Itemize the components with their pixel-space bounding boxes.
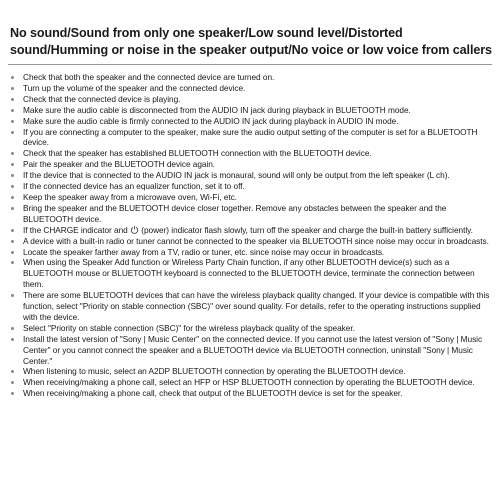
list-item-text: Pair the speaker and the BLUETOOTH device again. <box>23 159 216 170</box>
list-item-text: Select "Priority on stable connection (SBC)" for the wireless playback quality of the speaker. <box>23 322 355 333</box>
list-item <box>0 148 500 159</box>
bullet-icon <box>11 120 14 123</box>
list-item <box>0 366 500 377</box>
list-item <box>0 127 500 149</box>
bullet-icon <box>11 174 14 177</box>
list-item-text: If the device that is connected to the AUDIO IN jack is monaural, sound will only be output from the left speaker (L ch). <box>23 170 450 181</box>
list-item-text: Check that both the speaker and the connected device are turned on. <box>23 72 275 82</box>
bullet-icon <box>11 98 14 101</box>
bullet-icon <box>11 196 14 199</box>
bullet-icon <box>11 152 14 155</box>
list-item <box>0 247 500 258</box>
list-item <box>0 323 500 334</box>
list-item <box>0 170 500 181</box>
list-item <box>0 181 500 192</box>
bullet-icon <box>11 163 14 166</box>
list-item-text: Install the latest version of "Sony | Music Center" on the connected device. If you cannot use the latest version of "Sony | Music Center" or you cannot connect the speaker and a BLUETOOTH device via BLUETOOTH connection, uninstall "Sony | Music Center." <box>23 333 483 366</box>
bullet-icon <box>11 261 14 264</box>
list-item-text: Locate the speaker farther away from a TV, radio or tuner, etc. since noise may occur in broadcasts. <box>23 246 385 257</box>
list-item-text: When listening to music, select an A2DP BLUETOOTH connection by operating the BLUETOOTH device. <box>23 366 406 377</box>
list-item-text: When receiving/making a phone call, check that output of the BLUETOOTH device is set for the speaker. <box>23 388 403 399</box>
list-item <box>0 225 500 236</box>
list-item <box>0 83 500 94</box>
list-item-text: A device with a built-in radio or tuner cannot be connected to the speaker via BLUETOOTH since noise may occur in broadcasts. <box>23 235 489 246</box>
bullet-icon <box>11 109 14 112</box>
bullet-icon <box>11 381 14 384</box>
list-item-text: Make sure the audio cable is firmly connected to the AUDIO IN jack during playback in AUDIO IN mode. <box>23 115 399 126</box>
list-item <box>0 377 500 388</box>
list-item <box>0 203 500 225</box>
bullet-icon <box>11 207 14 210</box>
bullet-icon <box>11 392 14 395</box>
list-item-text: Make sure the audio cable is disconnected from the AUDIO IN jack during playback in BLUETOOTH mode. <box>23 104 411 115</box>
list-item-text: If the CHARGE indicator and <box>23 224 128 235</box>
list-item-text: When receiving/making a phone call, select an HFP or HSP BLUETOOTH connection by operating the BLUETOOTH device. <box>23 377 475 388</box>
list-item-text: Keep the speaker away from a microwave oven, Wi-Fi, etc. <box>23 191 237 202</box>
bullet-icon <box>11 131 14 134</box>
list-item-text: If the connected device has an equalizer function, set it to off. <box>23 181 245 192</box>
list-item-text: If you are connecting a computer to the speaker, make sure the audio output setting of the computer is set for a BLUETOOTH device. <box>23 126 478 148</box>
bullet-icon <box>11 240 14 243</box>
bullet-icon <box>11 370 14 373</box>
list-item-text: Check that the connected device is playing. <box>23 93 181 104</box>
bullet-icon <box>11 251 14 254</box>
list-item-text: There are some BLUETOOTH devices that can have the wireless playback quality changed. If your device is compatible with this function, select "Priority on stable connection (SBC)" over sound quality. For details, refer to the operating instructions supplied with the device. <box>23 290 490 322</box>
list-item <box>0 192 500 203</box>
list-item <box>0 72 500 83</box>
list-item <box>0 105 500 116</box>
list-item <box>0 334 500 367</box>
list-item <box>0 236 500 247</box>
bullet-icon <box>11 327 14 330</box>
list-item-text: Turn up the volume of the speaker and the connected device. <box>23 82 246 93</box>
list-item <box>0 257 500 290</box>
list-item <box>0 94 500 105</box>
page-title: No sound/Sound from only one speaker/Low sound level/Distorted sound/Humming or noise in the speaker output/No voice or low voice from callers <box>10 26 492 57</box>
bullet-icon <box>11 87 14 90</box>
bullet-icon <box>11 338 14 341</box>
list-item-text: When using the Speaker Add function or Wireless Party Chain function, if any other BLUETOOTH device(s) such as a BLUETOOTH mouse or BLUETOOTH keyboard is connected to the BLUETOOTH device, terminate the connection between them. <box>23 257 475 290</box>
list-item-text: Bring the speaker and the BLUETOOTH device closer together. Remove any obstacles between the speaker and the BLUETOOTH device. <box>23 202 447 224</box>
list-item-text: Check that the speaker has established BLUETOOTH connection with the BLUETOOTH device. <box>23 148 372 159</box>
bullet-icon <box>11 229 14 232</box>
bullet-icon <box>11 294 14 297</box>
divider <box>8 64 492 65</box>
list-item <box>0 116 500 127</box>
list-item-text-continued: (power) indicator flash slowly, turn off the speaker and charge the built-in battery sufficiently. <box>141 224 473 235</box>
list-item <box>0 388 500 399</box>
list-item <box>0 290 500 323</box>
bullet-icon <box>11 185 14 188</box>
troubleshooting-list <box>0 72 500 399</box>
bullet-icon <box>11 76 14 79</box>
list-item <box>0 159 500 170</box>
power-icon <box>130 225 139 234</box>
